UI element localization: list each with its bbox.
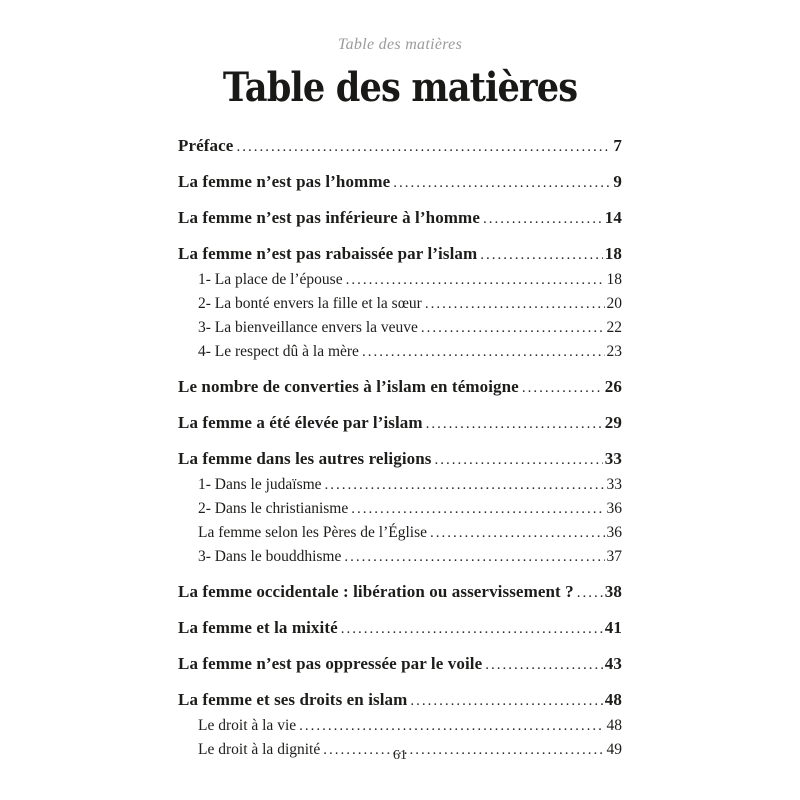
toc-entry-page: 36 <box>606 524 622 541</box>
toc-dot-leader <box>425 293 605 316</box>
toc-dot-leader <box>410 690 602 713</box>
toc-entry <box>178 545 622 569</box>
toc-entry-page: 41 <box>604 618 622 637</box>
toc-dot-leader <box>480 244 603 267</box>
toc-entry <box>178 242 622 267</box>
toc-dot-leader <box>435 449 603 472</box>
toc-entry <box>178 521 622 545</box>
toc-dot-leader <box>236 136 611 159</box>
toc-entry <box>178 170 622 195</box>
toc-entry-page: 22 <box>606 319 622 336</box>
toc-dot-leader <box>362 341 605 364</box>
toc-entry <box>178 616 622 641</box>
toc-dot-leader <box>426 413 603 436</box>
toc-dot-leader <box>421 317 605 340</box>
toc-entry-page: 23 <box>606 343 622 360</box>
toc-entry-page: 14 <box>604 208 622 227</box>
toc-entry-page: 37 <box>606 548 622 565</box>
toc-entry-page: 38 <box>604 582 622 601</box>
toc-entry-label: La femme et ses droits en islam <box>178 690 408 709</box>
toc-entry-page: 18 <box>606 271 622 288</box>
toc-entry-label: 1- Dans le judaïsme <box>198 476 322 493</box>
toc-dot-leader <box>341 618 603 641</box>
toc-entry <box>178 268 622 292</box>
toc-dot-leader <box>483 208 603 231</box>
toc-entry <box>178 447 622 472</box>
toc-entry <box>178 473 622 497</box>
toc-entry <box>178 206 622 231</box>
toc-entry-label: Le droit à la vie <box>198 717 297 734</box>
page-title: Table des matières <box>222 64 578 111</box>
toc-entry-label: La femme occidentale : libération ou asservissement ? <box>178 582 574 601</box>
toc-entry-page: 43 <box>604 654 622 673</box>
toc-entry-label: La femme selon les Pères de l’Église <box>198 524 427 541</box>
toc-dot-leader <box>485 654 603 677</box>
toc-entry-label: Le droit à la dignité <box>198 741 321 758</box>
toc-entry <box>178 652 622 677</box>
toc-entry <box>178 497 622 521</box>
table-of-contents <box>178 134 622 762</box>
toc-entry-label: 3- Dans le bouddhisme <box>198 548 342 565</box>
toc-entry <box>178 316 622 340</box>
toc-dot-leader <box>577 582 603 605</box>
toc-dot-leader <box>522 377 603 400</box>
toc-entry-page: 18 <box>604 244 622 263</box>
toc-entry-label: 2- Dans le christianisme <box>198 500 349 517</box>
toc-entry-page: 49 <box>606 741 622 758</box>
toc-dot-leader <box>430 522 605 545</box>
toc-dot-leader <box>346 269 605 292</box>
toc-entry <box>178 340 622 364</box>
toc-dot-leader <box>344 546 604 569</box>
toc-entry-label: 3- La bienveillance envers la veuve <box>198 319 418 336</box>
toc-entry-label: 2- La bonté envers la fille et la sœur <box>198 295 422 312</box>
toc-entry-page: 48 <box>606 717 622 734</box>
toc-entry-label: La femme n’est pas l’homme <box>178 172 391 191</box>
toc-entry <box>178 411 622 436</box>
toc-entry <box>178 292 622 316</box>
toc-entry <box>178 134 622 159</box>
toc-dot-leader <box>325 474 605 497</box>
toc-entry-label: La femme n’est pas inférieure à l’homme <box>178 208 480 227</box>
toc-entry-label: La femme n’est pas oppressée par le voile <box>178 654 483 673</box>
toc-entry-page: 26 <box>604 377 622 396</box>
toc-entry-label: La femme et la mixité <box>178 618 338 637</box>
toc-entry-label: Préface <box>178 136 234 155</box>
toc-entry-page: 36 <box>606 500 622 517</box>
toc-entry-page: 29 <box>604 413 622 432</box>
toc-entry <box>178 688 622 713</box>
toc-dot-leader <box>351 498 604 521</box>
toc-dot-leader <box>393 172 611 195</box>
toc-entry-label: 1- La place de l’épouse <box>198 271 343 288</box>
toc-entry-label: 4- Le respect dû à la mère <box>198 343 359 360</box>
toc-entry <box>178 714 622 738</box>
toc-entry-page: 9 <box>613 172 622 191</box>
toc-entry-page: 7 <box>613 136 622 155</box>
toc-entry-label: Le nombre de converties à l’islam en témoigne <box>178 377 519 396</box>
toc-entry-page: 33 <box>604 449 622 468</box>
toc-entry-label: La femme dans les autres religions <box>178 449 432 468</box>
toc-entry-page: 20 <box>606 295 622 312</box>
toc-entry <box>178 580 622 605</box>
toc-entry-label: La femme n’est pas rabaissée par l’islam <box>178 244 478 263</box>
toc-dot-leader <box>299 715 604 738</box>
toc-entry-label: La femme a été élevée par l’islam <box>178 413 423 432</box>
toc-entry <box>178 375 622 400</box>
running-header: Table des matières <box>337 36 463 53</box>
toc-entry-page: 48 <box>604 690 622 709</box>
toc-entry-page: 33 <box>606 476 622 493</box>
page-number: 61 <box>393 748 407 763</box>
